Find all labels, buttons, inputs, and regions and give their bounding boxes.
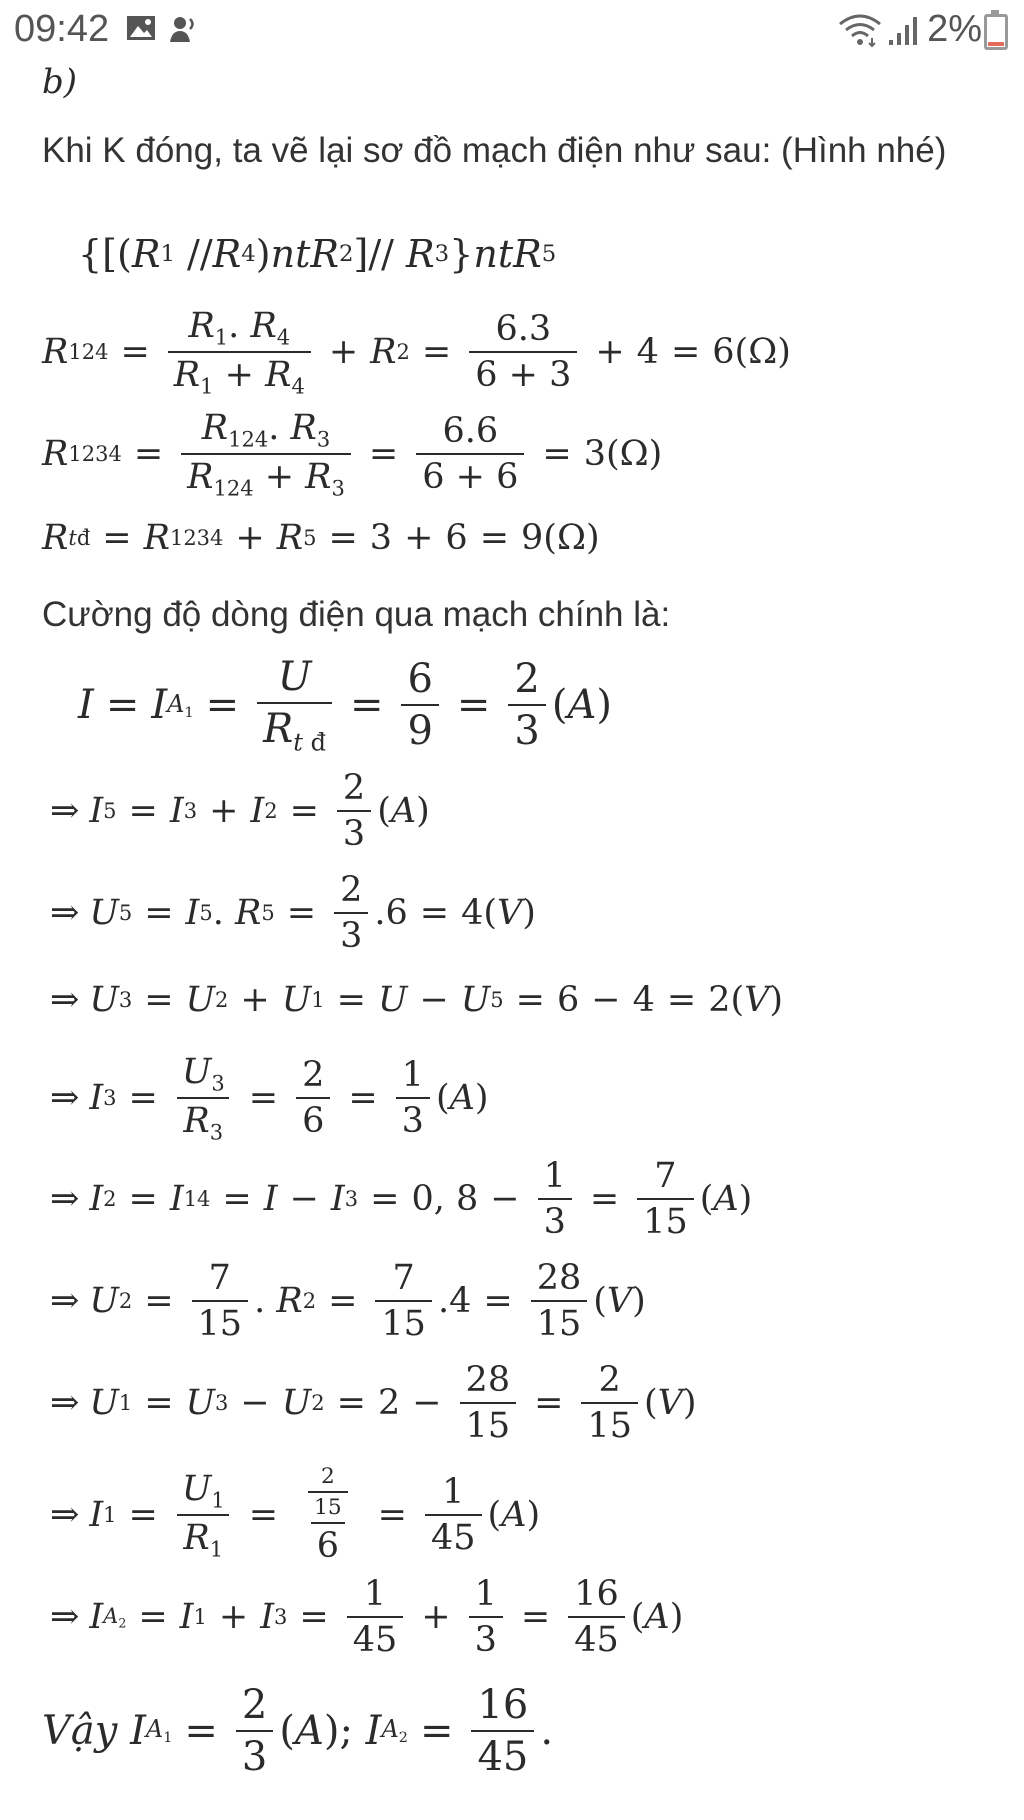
eq-i5: ⇒ I 5 = I 3 + I 2 = $\frac{2}{3}$ ( A ): [50, 768, 430, 854]
signal-icon: [888, 14, 918, 46]
eq-r124: R 124 = $\frac{R_1. R_4}{R_1 + R_4}$ + R 2 = $\frac{6.3}{6 + 3}$ + 4 = 6(Ω): [42, 306, 791, 399]
eq-ia2: ⇒ I $A_2$ = I 1 + I 3 = $\frac{1}{45}$ + $\frac{1}{3}$ = $\frac{16}{45}$ ( A ): [50, 1574, 684, 1660]
eq-rtd: R tđ = R 1234 + R 5 = 3 + 6 = 9(Ω): [42, 518, 600, 558]
battery-percent: 2%: [927, 8, 982, 50]
eq-i1: ⇒ I 1 = $\frac{U_1}{R_1}$ = $\frac{\frac{2}{15}}{6}$ = $\frac{1}{45}$ ( A ): [50, 1464, 541, 1566]
part-label: b): [42, 62, 78, 102]
voice-icon: [168, 14, 198, 44]
eq-u2: ⇒ U 2 = $\frac{7}{15}$ . R 2 = $\frac{7}{15}$ .4 = $\frac{28}{15}$ ( V ): [50, 1258, 646, 1344]
eq-u3: ⇒ U 3 = U 2 + U 1 = U − U 5 = 6 − 4 = 2( V ): [50, 980, 784, 1020]
current-intro: Cường độ dòng điện qua mạch chính là:: [42, 595, 671, 634]
conclusion-word: Vậy: [42, 1708, 118, 1754]
eq-r1234: R 1234 = $\frac{R_{124}. R_3}{R_{124} + R_3}$ = $\frac{6.6}{6 + 6}$ = 3(Ω): [42, 408, 663, 501]
wifi-icon: [838, 14, 882, 48]
status-time: 09:42: [14, 8, 110, 50]
conclusion: Vậy I $A_1$ = $\frac{2}{3}$ ( A ); I $A_2$ = $\frac{16}{45}$ .: [42, 1682, 554, 1780]
gallery-icon: [126, 14, 156, 42]
eq-i2: ⇒ I 2 = I 14 = I − I 3 = 0, 8 − $\frac{1}{3}$ = $\frac{7}{15}$ ( A ): [50, 1156, 753, 1242]
circuit-expression: {[( R 1 // R 4 ) ntR 2 ]// R 3 } ntR 5: [78, 232, 557, 276]
battery-icon: [984, 14, 1008, 50]
intro-text: Khi K đóng, ta vẽ lại sơ đồ mạch điện như sau: (Hình nhé): [42, 131, 947, 170]
eq-u5: ⇒ U 5 = I 5 . R 5 = $\frac{2}{3}$ .6 = 4( V ): [50, 870, 536, 956]
status-bar: [0, 0, 1024, 62]
eq-i3: ⇒ I 3 = $\frac{U_3}{R_3}$ = $\frac{2}{6}$ = $\frac{1}{3}$ ( A ): [50, 1052, 489, 1145]
eq-u1: ⇒ U 1 = U 3 − U 2 = 2 − $\frac{28}{15}$ = $\frac{2}{15}$ ( V ): [50, 1360, 697, 1446]
eq-i-main: I = I $A_1$ = $\frac{U}{R_{t đ}}$ = $\frac{6}{9}$ = $\frac{2}{3}$ ( A ): [78, 654, 612, 757]
